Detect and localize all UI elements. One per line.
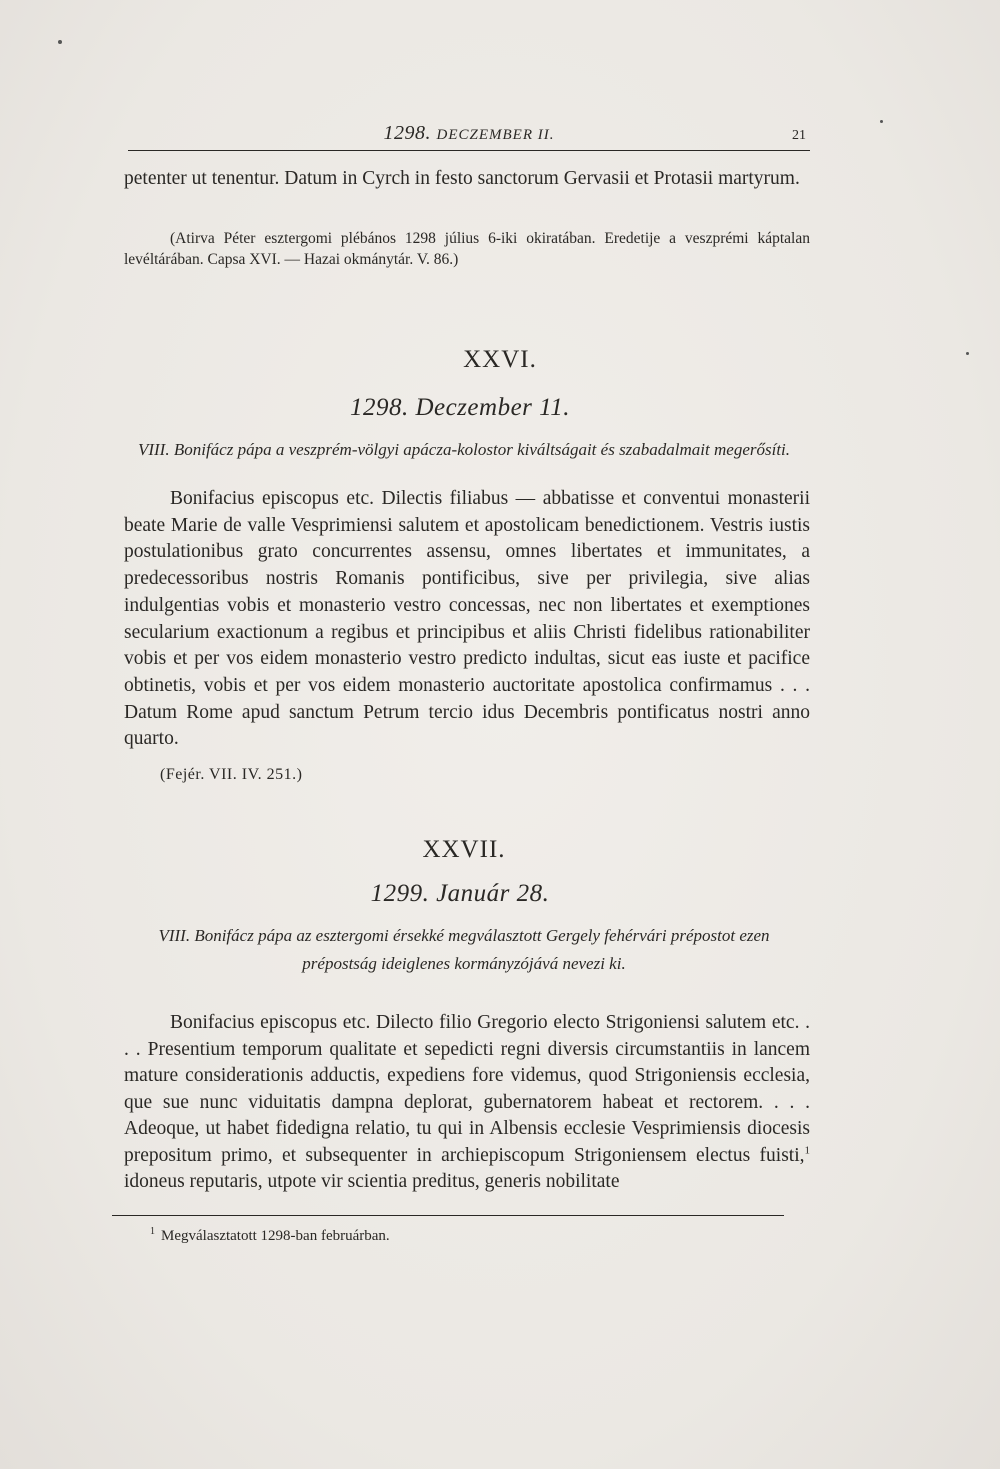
document-date-xxvi: 1298. Deczember 11. <box>349 394 571 421</box>
footnote <box>150 1226 390 1245</box>
document-summary-xxvii-line1: VIII. Bonifácz pápa az esztergomi érsekké megválasztott Gergely fehérvári prépostot ezen <box>158 926 770 945</box>
document-date-xxvii: 1299. Január 28. <box>370 880 550 907</box>
running-header <box>128 118 810 151</box>
ink-speck <box>880 120 883 123</box>
running-title-month: DECZEMBER II. <box>436 127 555 143</box>
document-body-xxvii-part2: idoneus reputaris, utpote vir scientia preditus, generis nobilitate <box>124 1171 620 1192</box>
footnote-text: Megválasztatott 1298-ban februárban. <box>161 1228 390 1244</box>
footnote-reference[interactable]: 1 <box>804 1144 810 1156</box>
footnote-divider <box>112 1215 784 1216</box>
footnote-marker: 1 <box>150 1226 155 1237</box>
running-title <box>128 122 810 145</box>
continuation-text: petenter ut tenentur. Datum in Cyrch in festo sanctorum Gervasii et Protasii martyrum. <box>124 168 800 189</box>
ink-speck <box>58 40 62 44</box>
document-source-xxvi: (Fejér. VII. IV. 251.) <box>160 766 303 783</box>
document-body-xxvii <box>124 1010 810 1196</box>
document-body-xxvii-part1: Bonifacius episcopus etc. Dilecto filio Gregorio electo Strigoniensi salutem etc. . . . Presentium temporum qualitate et sepedicti regni diversis circumstantiis in lancem mature considerationis adductis, expediens fore videmus, quod Strigoniensis ecclesia, que sue nunc viduitatis dampna deplorat, gubernatorem habeat et rectorem. . . . Adeoque, ut habet fidedigna relatio, tu qui in Albensis ecclesie Vesprimiensis diocesis prepositum primo, et subsequenter in archiepiscopum Strigoniensem electus fuisti, <box>124 1012 810 1166</box>
document-summary-xxvi: VIII. Bonifácz pápa a veszprém-völgyi apácza-kolostor kiváltságait és szabadalmait megerősíti. <box>137 440 791 459</box>
document-summary-xxvii <box>114 922 814 978</box>
document-summary-xxvii-line2: prépostság ideiglenes kormányzójává nevezi ki. <box>302 954 626 973</box>
document-body-xxvi: Bonifacius episcopus etc. Dilectis filiabus — abbatisse et conventui monasterii beate Marie de valle Vesprimiensi salutem et apostolicam benedictionem. Vestris iustis postulationibus grato concurrentes assensu, omnes libertates et immunitates, a predecessoribus nostris Romanis pontificibus, sive per privilegia, sive alias indulgentias vobis et monasterio vestro concessas, nec non libertates et exemptiones secularium exactionum a regibus et principibus et aliis Christi fidelibus rationabiliter vobis et per vos eidem monasterio vestro predicto indultas, sicut eas iuste et pacifice obtinetis, vobis et per vos eidem monasterio auctoritate apostolica confirmamus . . . Datum Rome apud sanctum Petrum tercio idus Decembris pontificatus nostri anno quarto. <box>124 488 810 750</box>
document-number-xxvii: XXVII. <box>422 836 506 863</box>
page-number: 21 <box>792 128 806 143</box>
document-number-xxvi: XXVI. <box>463 346 537 373</box>
running-title-year: 1298. <box>383 122 431 144</box>
continuation-source-note: (Atirva Péter esztergomi plébános 1298 július 6-iki okiratában. Eredetije a veszprémi káptalan levéltárában. Capsa XVI. — Hazai okmánytár. V. 86.) <box>124 230 810 268</box>
